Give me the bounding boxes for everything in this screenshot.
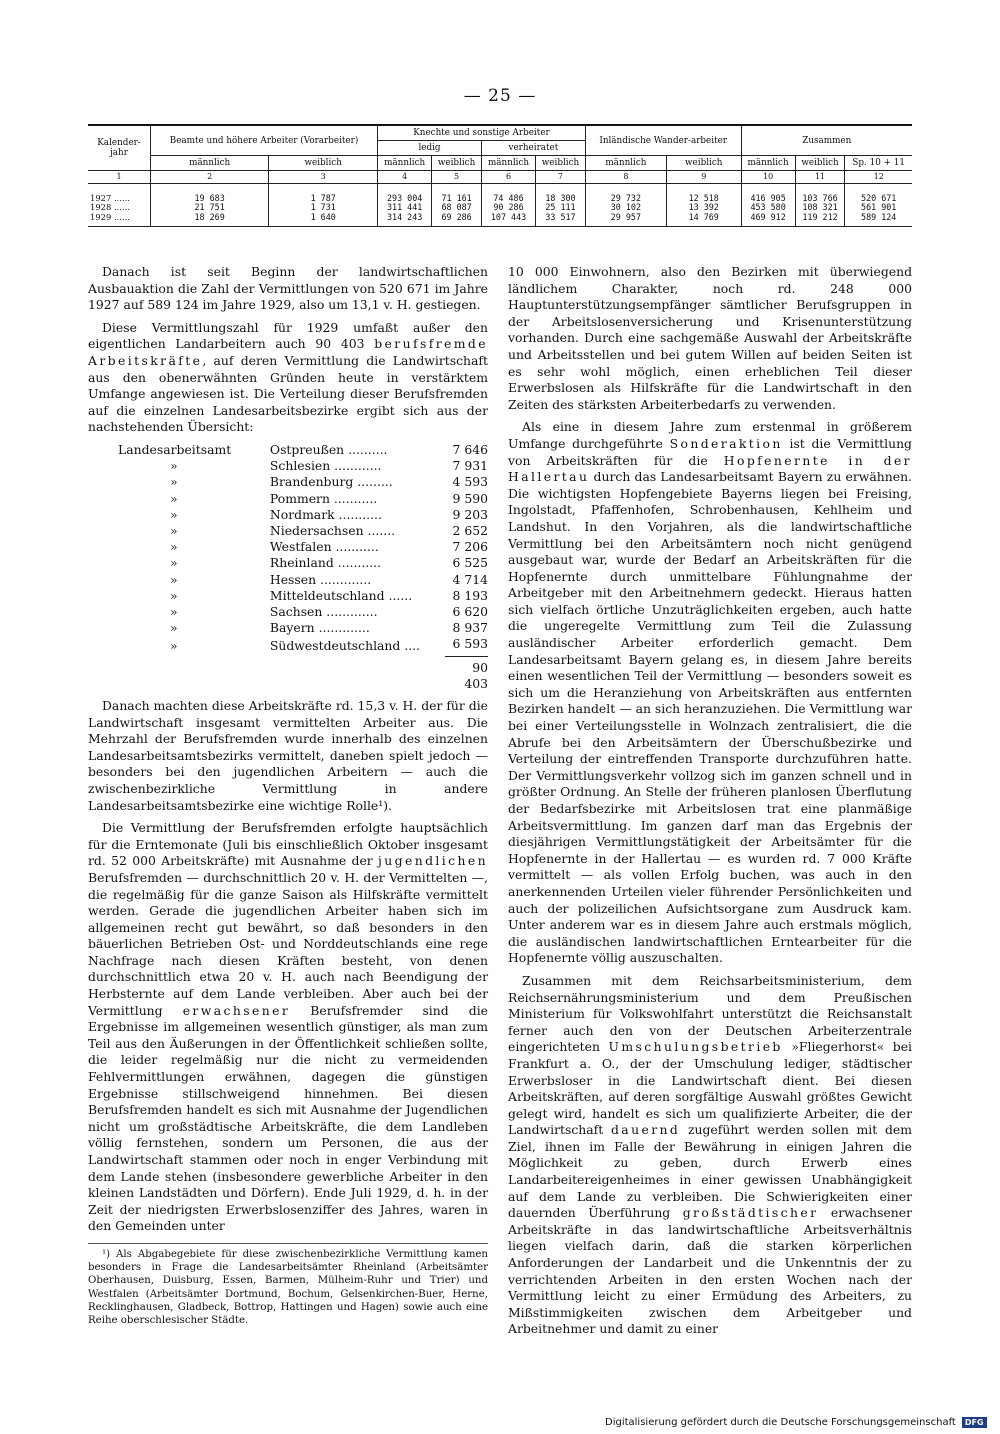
table-cell: 69 286 — [432, 213, 482, 227]
table-cell: 13 392 — [666, 203, 741, 213]
header-w: weiblich — [269, 156, 378, 171]
table-cell: 108 321 — [795, 203, 845, 213]
table-cell: 416 905 — [741, 183, 795, 203]
header-m: männlich — [481, 156, 535, 171]
page-number: — 25 — — [463, 86, 537, 106]
header-w: weiblich — [432, 156, 482, 171]
table-cell: 90 286 — [481, 203, 535, 213]
column-number: 2 — [151, 171, 269, 183]
table-row — [88, 183, 912, 203]
header-w: weiblich — [795, 156, 845, 171]
right-column — [508, 264, 912, 1344]
header-zusammen: Zusammen — [741, 125, 912, 156]
table-cell: 19 683 — [151, 183, 269, 203]
left-column — [88, 264, 488, 1327]
table-cell: 1929 ...... — [88, 213, 151, 227]
table-cell: 119 212 — [795, 213, 845, 227]
column-number: 3 — [269, 171, 378, 183]
table-cell: 453 580 — [741, 203, 795, 213]
table-cell: 68 087 — [432, 203, 482, 213]
table-cell: 561 901 — [845, 203, 912, 213]
table-cell: 30 102 — [585, 203, 666, 213]
table-cell: 107 443 — [481, 213, 535, 227]
list-item: » Brandenburg ......... 4 593 — [170, 474, 488, 490]
emphasis: Umschulungsbetrieb — [608, 1039, 783, 1055]
table-cell: 29 732 — [585, 183, 666, 203]
column-number: 10 — [741, 171, 795, 183]
list-item: » Niedersachsen ....... 2 652 — [170, 522, 488, 538]
paragraph: Danach machten diese Arbeitskräfte rd. 15,3 v. H. der für die Landwirtschaft insgesamt vermittelten Arbeiter aus. Die Mehrzahl der Berufsfremden wurde innerhalb des einzelnen Landesarbeitsamtsbezirks vermittelt, daneben spielt jedoch — besonders bei den jugendlichen Arbeitern — auch die zwischenbezirkliche Vermittlung in andere Landesarbeitsamtsbezirke eine wichtige Rolle¹). — [88, 697, 488, 813]
emphasis: erwachsener — [182, 1002, 291, 1018]
emphasis: dauernd — [610, 1122, 681, 1138]
paragraph: Die Vermittlung der Berufsfremden erfolgte hauptsächlich für die Erntemonate (Juli bis einschließlich Oktober insgesamt rd. 52 000 Arbeitskräfte) mit Ausnahme der jugendlichen Berufsfremden — durchschnittlich 20 v. H. der Vermittelten —, die regelmäßig für die ganze Saison als Hilfskräfte vermittelt werden. Gerade die jugendlichen Arbeiter haben sich im allgemeinen recht gut bewährt, so daß besonders in den bäuerlichen Betrieben Ost- und Norddeutschlands eine rege Nachfrage nach diesen Kräften besteht, von denen durchschnittlich etwa 20 v. H. auch nach Beendigung der Herbsternte auf dem Lande verbleiben. Aber auch bei der Vermittlung erwachsener Berufsfremder sind die Ergebnisse im allgemeinen wesentlich günstiger, als man zum Teil aus den Äußerungen in der Öffentlichkeit schließen sollte, die leider regelmäßig nur die nicht zu vermeidenden Fehlvermittlungen erwähnen, dagegen die günstigen Ergebnisse stillschweigend hinnehmen. Bei diesen Berufsfremden handelt es sich mit Ausnahme der Jugendlichen nicht um großstädtische Arbeitskräfte, die dem Landleben völlig fernstehen, sondern um Personen, die aus der Landwirtschaft stammen oder noch in enger Verbindung mit dem Lande stehen (insbesondere gewerbliche Arbeiter in den kleinen Landstädten und Dörfern). Ende Juli 1929, d. h. in der Zeit der niedrigsten Erwerbslosenziffer des Jahres, waren in den Gemeinden unter — [88, 820, 488, 1234]
table-cell: 74 486 — [481, 183, 535, 203]
table-cell: 311 441 — [378, 203, 432, 213]
district-distribution-table — [118, 442, 488, 692]
header-w: weiblich — [536, 156, 586, 171]
emphasis: Hopfenernte in der Hallertau — [508, 452, 912, 485]
table-cell: 33 517 — [536, 213, 586, 227]
table-cell: 103 766 — [795, 183, 845, 203]
header-sum: Sp. 10 + 11 — [845, 156, 912, 171]
table-cell: 21 751 — [151, 203, 269, 213]
header-m: männlich — [151, 156, 269, 171]
list-item: » Bayern ............. 8 937 — [170, 620, 488, 636]
header-knechte: Knechte und sonstige Arbeiter — [378, 125, 586, 141]
paragraph: Danach ist seit Beginn der landwirtschaftlichen Ausbauaktion die Zahl der Vermittlungen von 520 671 im Jahre 1927 auf 589 124 im Jahre 1929, also um 13,1 v. H. gestiegen. — [88, 264, 488, 313]
table-cell: 469 912 — [741, 213, 795, 227]
column-number: 12 — [845, 171, 912, 183]
emphasis: jugendlichen — [378, 853, 488, 869]
total-value: 90 403 — [445, 656, 488, 692]
list-item: » Sachsen ............. 6 620 — [170, 603, 488, 619]
table-cell: 25 111 — [536, 203, 586, 213]
column-number: 8 — [585, 171, 666, 183]
list-item: Landesarbeitsamt Ostpreußen .......... 7 646 — [118, 441, 488, 457]
table-cell: 1927 ...... — [88, 183, 151, 203]
list-item: » Südwestdeutschland .... 6 593 — [170, 636, 488, 654]
paragraph: 10 000 Einwohnern, also den Bezirken mit überwiegend ländlichem Charakter, noch rd. 248 000 Hauptunterstützungsempfänger sämtlicher Berufsgruppen in der Arbeitslosenversicherung und Krisenunterstützung vorhanden. Durch eine sachgemäße Auswahl der Arbeitskräfte und Arbeitsstellen und bei gutem Willen auf beiden Seiten ist es sehr wohl möglich, einen erheblichen Teil dieser Erwerbslosen als Hilfskräfte für die Landwirtschaft in den Zeiten des stärksten Arbeiterbedarfs zu verwenden. — [508, 264, 912, 412]
total-row — [118, 656, 488, 692]
table-cell: 29 957 — [585, 213, 666, 227]
paragraph: Diese Vermittlungszahl für 1929 umfaßt außer den eigentlichen Landarbeitern auch 90 403 berufsfremde Arbeitskräfte, auf deren Vermittlung die Landwirtschaft aus den obenerwähnten Gründen heute in verstärktem Umfange angewiesen ist. Die Verteilung dieser Berufsfremden auf die einzelnen Landesarbeitsbezirke ergibt sich aus der nachstehenden Übersicht: — [88, 319, 488, 435]
list-item: » Schlesien ............ 7 931 — [170, 458, 488, 474]
dfg-logo-icon: DFG — [962, 1417, 987, 1428]
column-number: 4 — [378, 171, 432, 183]
list-item: » Rheinland ........... 6 525 — [170, 555, 488, 571]
header-m: männlich — [378, 156, 432, 171]
table-cell: 18 269 — [151, 213, 269, 227]
column-number: 1 — [88, 171, 151, 183]
table-cell: 18 300 — [536, 183, 586, 203]
table-cell: 589 124 — [845, 213, 912, 227]
list-item: » Westfalen ........... 7 206 — [170, 539, 488, 555]
list-item: » Pommern ........... 9 590 — [170, 490, 488, 506]
table-row — [88, 213, 912, 227]
header-w: weiblich — [666, 156, 741, 171]
list-item: » Nordmark ........... 9 203 — [170, 506, 488, 522]
header-m: männlich — [585, 156, 666, 171]
statistics-table — [88, 124, 912, 227]
table-cell: 1 640 — [269, 213, 378, 227]
column-number: 9 — [666, 171, 741, 183]
paragraph: Zusammen mit dem Reichsarbeitsministerium, dem Reichsernährungsministerium und dem Preußischen Ministerium für Volkswohlfahrt unterstützt die Reichsanstalt ferner auch den von der Deutschen Arbeiterzentrale eingerichteten Umschulungsbetrieb »Fliegerhorst« bei Frankfurt a. O., der der Umschulung lediger, städtischer Erwerbsloser in die Landwirtschaft dient. Bei diesen Arbeitskräften, auf deren sorgfältige Auswahl größtes Gewicht gelegt wird, handelt es sich um qualifizierte Arbeiter, die der Landwirtschaft dauernd zugeführt werden sollen mit dem Ziel, ihnen im Falle der Bewährung in einigen Jahren die Möglichkeit zu geben, durch Erwerb eines Landarbeitereigenheimes in einer gewissen Unabhängigkeit auf dem Lande zu verbleiben. Die Schwierigkeiten einer dauernden Überführung großstädtischer erwachsener Arbeitskräfte in das landwirtschaftliche Arbeitsverhältnis liegen vielfach darin, daß die starken körperlichen Anforderungen der Landarbeit und die Unkenntnis der zu verrichtenden Arbeiten in den ersten Wochen nach der Vermittlung leicht zu einer Ermüdung des Arbeiters, zu Mißstimmigkeiten zwischen dem Arbeitgeber und Arbeitnehmer und damit zu einer — [508, 972, 912, 1337]
emphasis: berufsfremde Arbeitskräfte — [88, 336, 488, 368]
table-cell: 1 731 — [269, 203, 378, 213]
table-cell: 14 769 — [666, 213, 741, 227]
header-year: Kalender-jahr — [88, 125, 151, 171]
footnote: ¹) Als Abgabegebiete für diese zwischenbezirkliche Vermittlung kamen besonders in Frage die Landesarbeitsämter Rheinland (Arbeitsämter Oberhausen, Duisburg, Essen, Barmen, Mülheim-Ruhr und Trier) und Westfalen (Arbeitsämter Dortmund, Bochum, Gelsenkirchen-Buer, Herne, Recklinghausen, Gladbeck, Bottrop, Hattingen und Hagen) sowie auch eine Reihe oberschlesischer Städte. — [88, 1243, 488, 1327]
table-cell: 71 161 — [432, 183, 482, 203]
header-m: männlich — [741, 156, 795, 171]
table-cell: 520 671 — [845, 183, 912, 203]
list-item: » Hessen ............. 4 714 — [170, 571, 488, 587]
table-cell: 293 004 — [378, 183, 432, 203]
header-beamte: Beamte und höhere Arbeiter (Vorarbeiter) — [151, 125, 378, 156]
column-number: 5 — [432, 171, 482, 183]
digitization-credit: Digitalisierung gefördert durch die Deutsche Forschungsgemeinschaft DFG — [605, 1417, 987, 1428]
header-wander: Inländische Wander-arbeiter — [585, 125, 741, 156]
column-number: 6 — [481, 171, 535, 183]
header-ledig: ledig — [378, 141, 482, 156]
header-verheiratet: verheiratet — [481, 141, 585, 156]
table-cell: 314 243 — [378, 213, 432, 227]
table-cell: 1928 ...... — [88, 203, 151, 213]
list-item: » Mitteldeutschland ...... 8 193 — [170, 587, 488, 603]
table-cell: 12 518 — [666, 183, 741, 203]
column-number: 7 — [536, 171, 586, 183]
column-number: 11 — [795, 171, 845, 183]
emphasis: großstädtischer — [682, 1205, 819, 1221]
table-cell: 1 787 — [269, 183, 378, 203]
emphasis: Sonderaktion — [669, 435, 783, 451]
paragraph: Als eine in diesem Jahre zum erstenmal in größerem Umfange durchgeführte Sonderaktion ist die Vermittlung von Arbeitskräften für die Hopfenernte in der Hallertau durch das Landesarbeitsamt Bayern zu erwähnen. Die wichtigsten Hopfengebiete Bayerns liegen bei Freising, Ingolstadt, Pfaffenhofen, Schrobenhausen, Kehlheim und Landshut. In den Vorjahren, als die landwirtschaftliche Vermittlung bei den Arbeitsämtern noch nicht genügend ausgebaut war, wurde der Bedarf an Arbeitskräften für die Hopfenernte durch unmittelbare Fühlungnahme der Arbeitgeber mit den Arbeitnehmern gedeckt. Hieraus hatten sich vielfach örtliche Unzuträglichkeiten ergeben, auch hatte die ungeregelte Vermittlung zum Teil die Zulassung ausländischer Arbeiter erforderlich gemacht. Dem Landesarbeitsamt Bayern gelang es, in diesem Jahre bereits einen wesentlichen Teil der Vermittlung — besonders soweit es sich um die Heranziehung von Arbeitskräften aus entfernten Bezirken handelt — an sich heranzuziehen. Die Vermittlung war bei einer Verteilungsstelle in Wolnzach zentralisiert, die die Abrufe bei den Arbeitsämtern der Überschußbezirke und Verteilung der eintreffenden Transporte durchzuführen hatte. Der Vermittlungsverkehr vollzog sich im ganzen schnell und in größter Ordnung. An Stelle der früheren planlosen Überflutung der Bedarfsbezirke mit Arbeitslosen trat eine planmäßige Arbeitsvermittlung. Im ganzen darf man das Ergebnis der diesjährigen Vermittlungstätigkeit der Arbeitsämter für die Hopfenernte in der Hallertau — es wurden rd. 7 000 Kräfte vermittelt — als vollen Erfolg buchen, was auch in den anerkennenden Urteilen vieler führender Persönlichkeiten und auch der polizeilichen Aufsichtsorgane zum Ausdruck kam. Unter anderem war es in diesem Jahre auch erstmals möglich, die ausländischen landwirtschaftlichen Erntearbeiter für die Hopfenernte völlig auszuschalten. — [508, 419, 912, 966]
